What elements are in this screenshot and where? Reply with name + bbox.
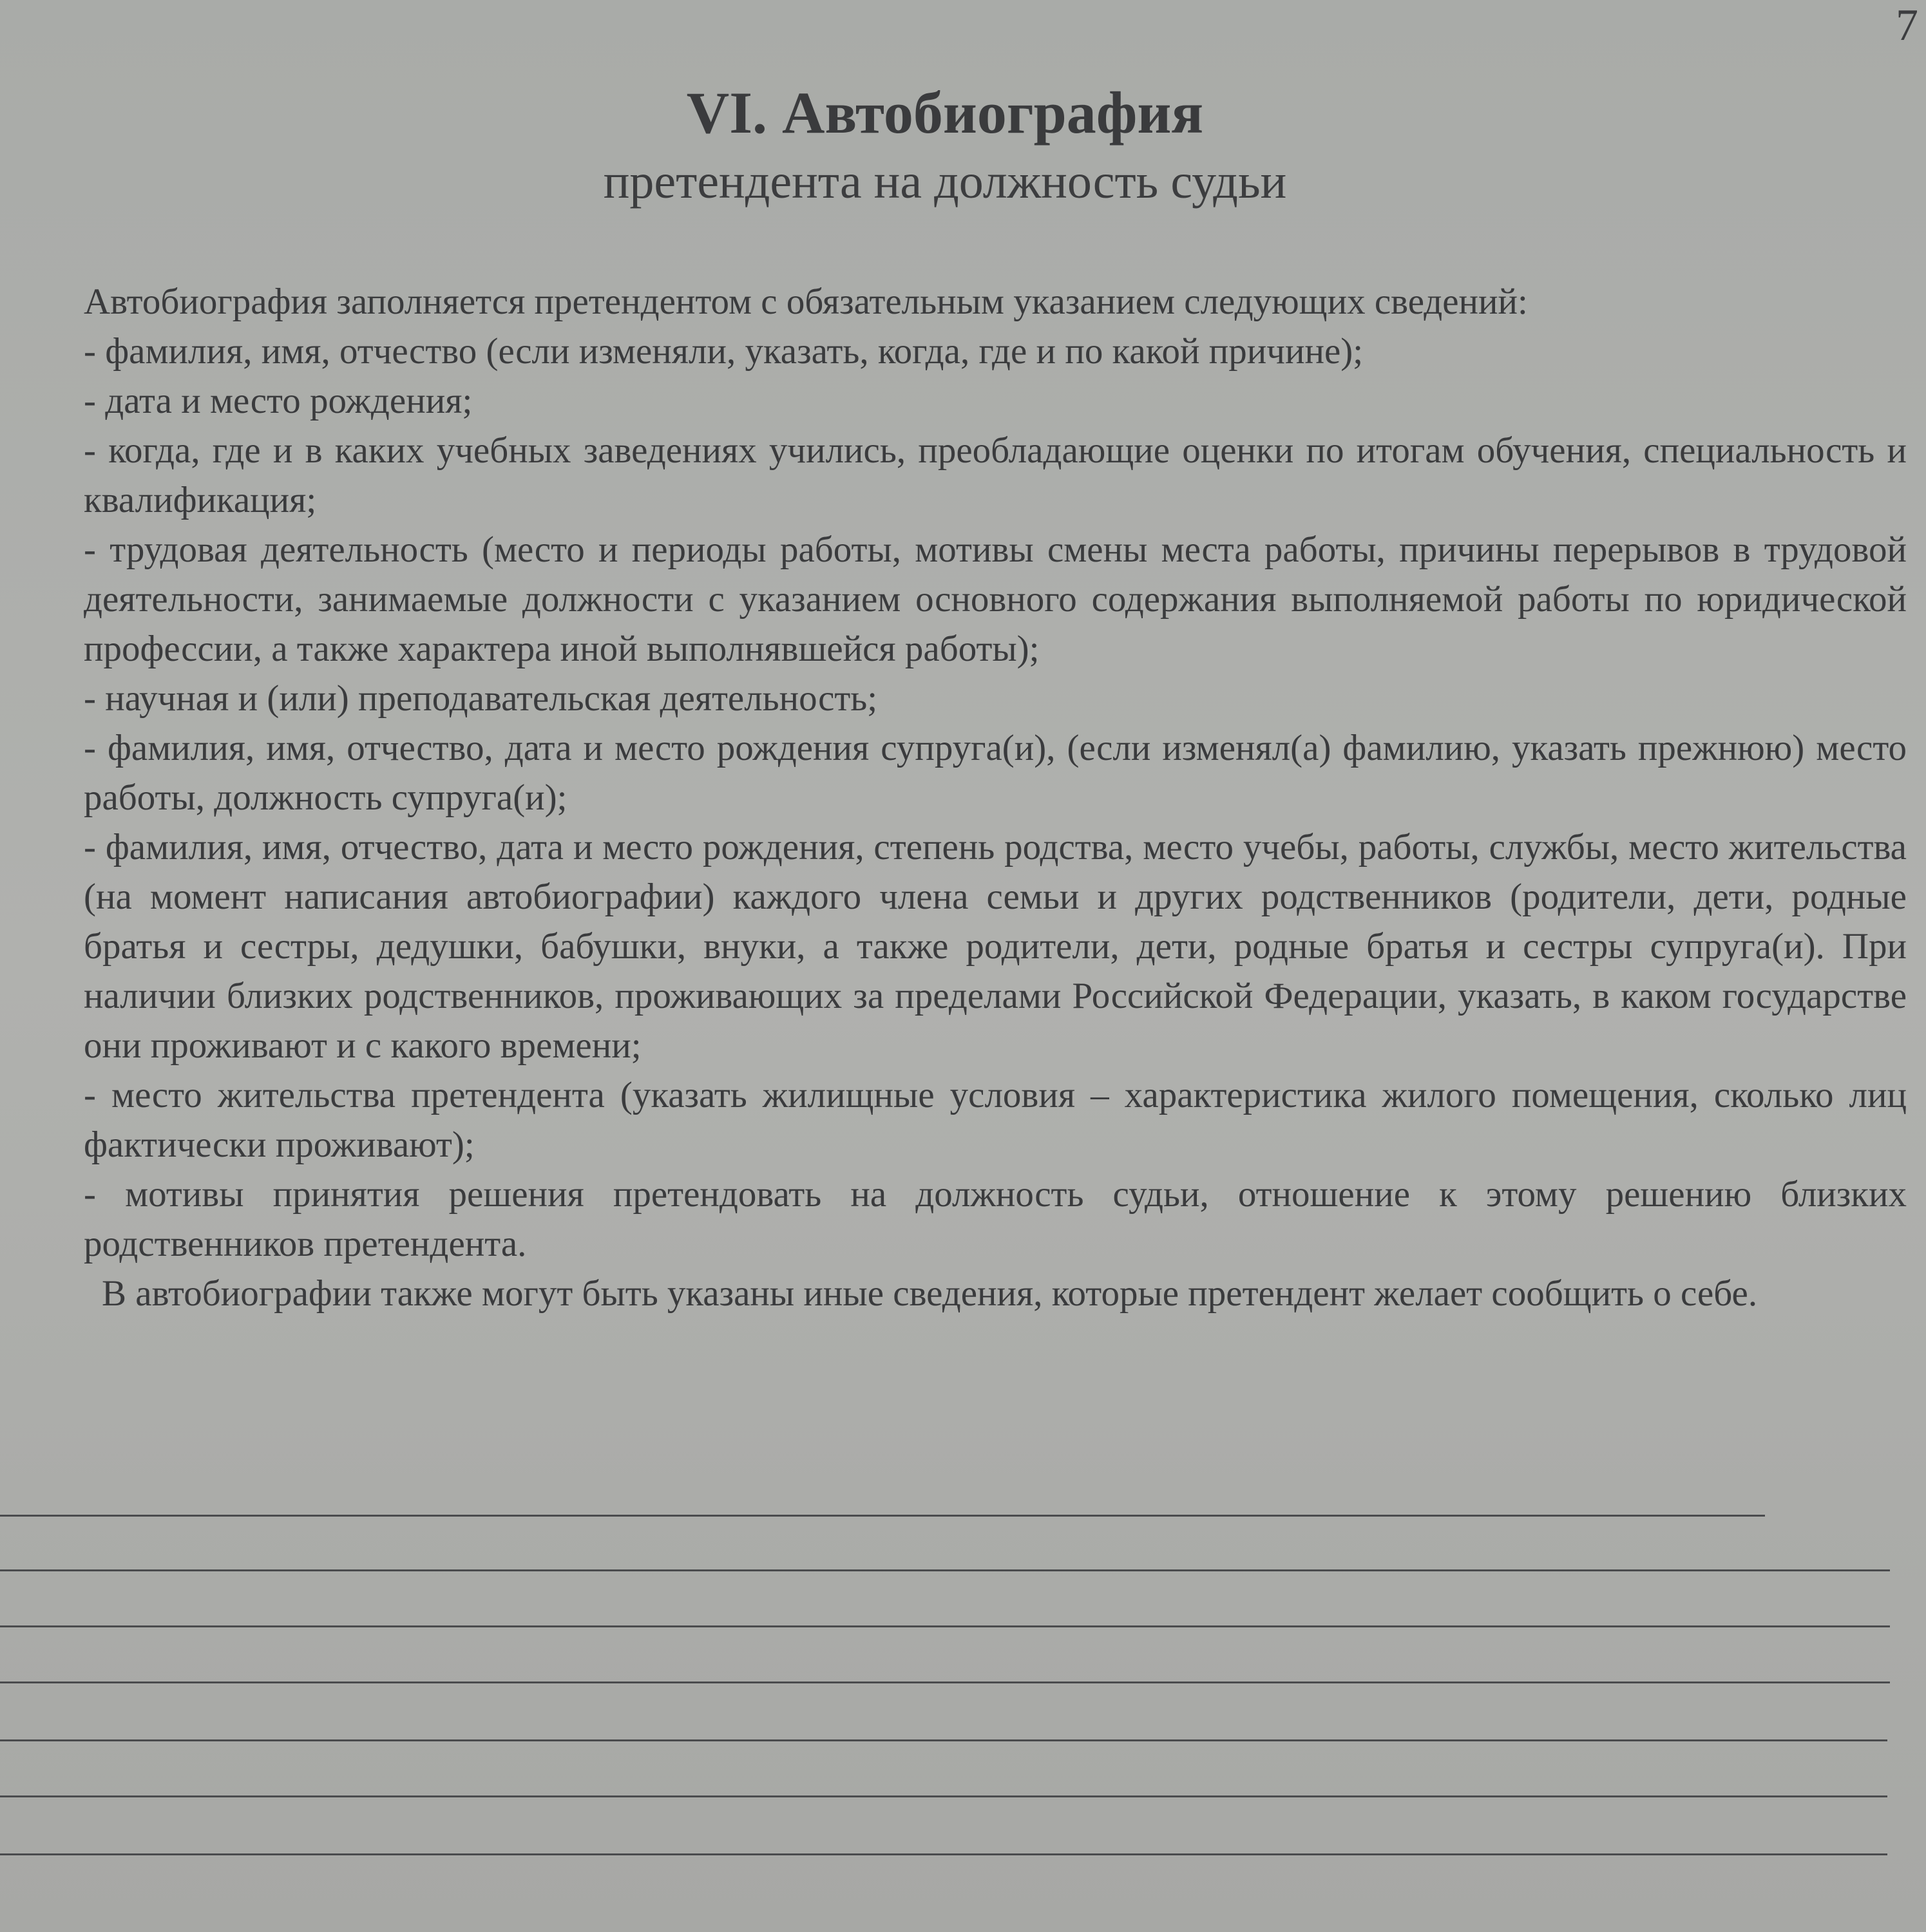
writing-line[interactable] [0, 1515, 1765, 1517]
instructions-outro: В автобиографии также могут быть указаны иные сведения, которые претендент желает сообщить о себе. [102, 1273, 1758, 1314]
requirement-item: - мотивы принятия решения претендовать на должность судьи, отношение к этому решению близких родственников претендента. [84, 1174, 1907, 1264]
requirement-item: - место жительства претендента (указать жилищные условия – характеристика жилого помещения, сколько лиц фактически проживают); [84, 1075, 1907, 1165]
requirement-item: - трудовая деятельность (место и периоды работы, мотивы смены места работы, причины перерывов в трудовой деятельности, занимаемые должности с указанием основного содержания выполняемой работы по юридической профессии, а также характера иной выполнявшейся работы); [84, 529, 1907, 669]
writing-line[interactable] [0, 1795, 1887, 1797]
requirement-item: - фамилия, имя, отчество, дата и место рождения, степень родства, место учебы, работы, службы, место жительства (на момент написания автобиографии) каждого члена семьи и других родственников (родители, дети, родные братья и сестры, дедушки, бабушки, внуки, а также родители, дети, родные братья и сестры супруга(и). При наличии близких родственников, проживающих за пределами Российской Федерации, указать, в каком государстве они проживают и с какого времени; [84, 827, 1907, 1066]
page-number: 7 [1896, 1, 1918, 50]
writing-line[interactable] [0, 1853, 1887, 1855]
writing-line[interactable] [0, 1681, 1890, 1683]
requirement-item: - дата и место рождения; [84, 381, 473, 421]
requirement-item: - когда, где и в каких учебных заведениях учились, преобладающие оценки по итогам обучения, специальность и квалификация; [84, 430, 1907, 520]
instructions-intro: Автобиография заполняется претендентом с обязательным указанием следующих сведений: [84, 281, 1528, 322]
requirement-item: - фамилия, имя, отчество, дата и место рождения супруга(и), (если изменял(а) фамилию, указать прежнюю) место работы, должность супруга(и); [84, 728, 1907, 818]
writing-line[interactable] [0, 1625, 1890, 1627]
requirement-item: - фамилия, имя, отчество (если изменяли, указать, когда, где и по какой причине); [84, 331, 1364, 372]
writing-line[interactable] [0, 1739, 1887, 1741]
requirement-item: - научная и (или) преподавательская деятельность; [84, 678, 878, 719]
section-subtitle: претендента на должность судьи [603, 155, 1287, 209]
writing-line[interactable] [0, 1569, 1890, 1571]
instructions-block [84, 277, 1907, 1318]
section-title: VI. Автобиография [686, 80, 1204, 146]
